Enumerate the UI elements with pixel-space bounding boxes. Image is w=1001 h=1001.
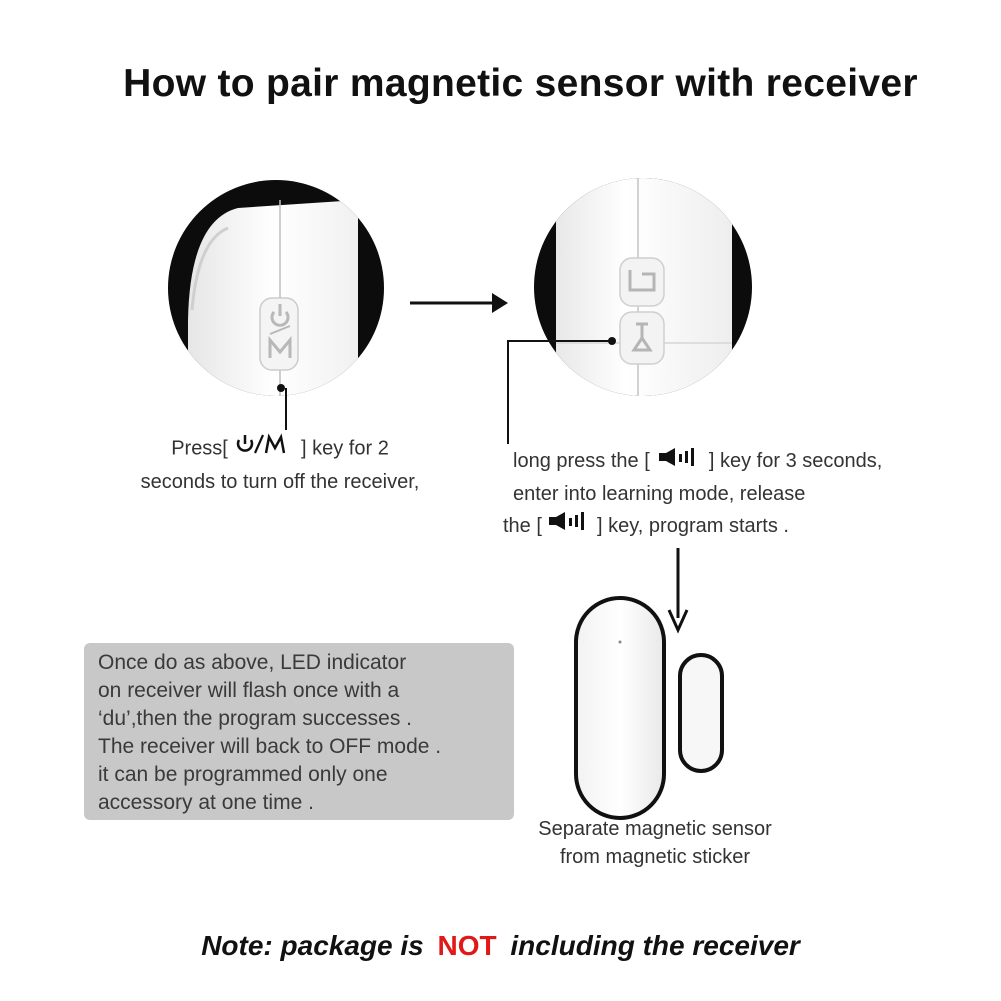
- sensor-caption: [490, 815, 820, 871]
- step1-text: ] key for 2: [301, 437, 389, 460]
- leader-line: [507, 340, 509, 444]
- note-text: Note: package is: [201, 930, 424, 961]
- leader-line: [507, 340, 612, 342]
- arrow-right-icon: [410, 290, 510, 316]
- step2-text: ] key, program starts .: [597, 514, 789, 537]
- magnetic-sticker: [678, 653, 724, 773]
- step1-text: seconds to turn off the receiver,: [140, 471, 420, 493]
- info-line: ‘du’,then the program successes .: [98, 707, 412, 730]
- step1-caption: [100, 432, 460, 498]
- power-m-icon: [262, 300, 298, 366]
- page-title: How to pair magnetic sensor with receiver: [123, 62, 918, 105]
- info-line: on receiver will flash once with a: [98, 679, 400, 702]
- arrow-down-icon: [666, 548, 690, 634]
- package-note: [0, 930, 1001, 962]
- info-line: The receiver will back to OFF mode .: [98, 735, 442, 758]
- info-box: [84, 643, 514, 820]
- step2-text: long press the [: [513, 450, 650, 472]
- sensor-caption-line: Separate magnetic sensor: [538, 818, 772, 840]
- note-emphasis: NOT: [437, 930, 497, 961]
- speaker-volume-icon: [655, 446, 703, 478]
- sensor-caption-line: from magnetic sticker: [559, 846, 751, 868]
- step2-text: enter into learning mode, release: [513, 482, 806, 505]
- receiver-learn-key-closeup: [534, 178, 752, 396]
- power-m-icon: [233, 432, 295, 466]
- info-line: Once do as above, LED indicator: [98, 651, 407, 674]
- leader-line: [285, 388, 287, 430]
- info-line: it can be programmed only one: [98, 763, 388, 786]
- speaker-volume-icon: [547, 510, 591, 542]
- step2-text: the [: [503, 514, 542, 537]
- info-line: accessory at one time .: [98, 791, 314, 814]
- step1-text: Press[: [171, 437, 228, 460]
- note-text: including the receiver: [510, 930, 800, 961]
- step2-text: ] key for 3 seconds,: [708, 450, 883, 472]
- step2-caption: [503, 445, 973, 542]
- magnetic-sensor: [574, 596, 666, 820]
